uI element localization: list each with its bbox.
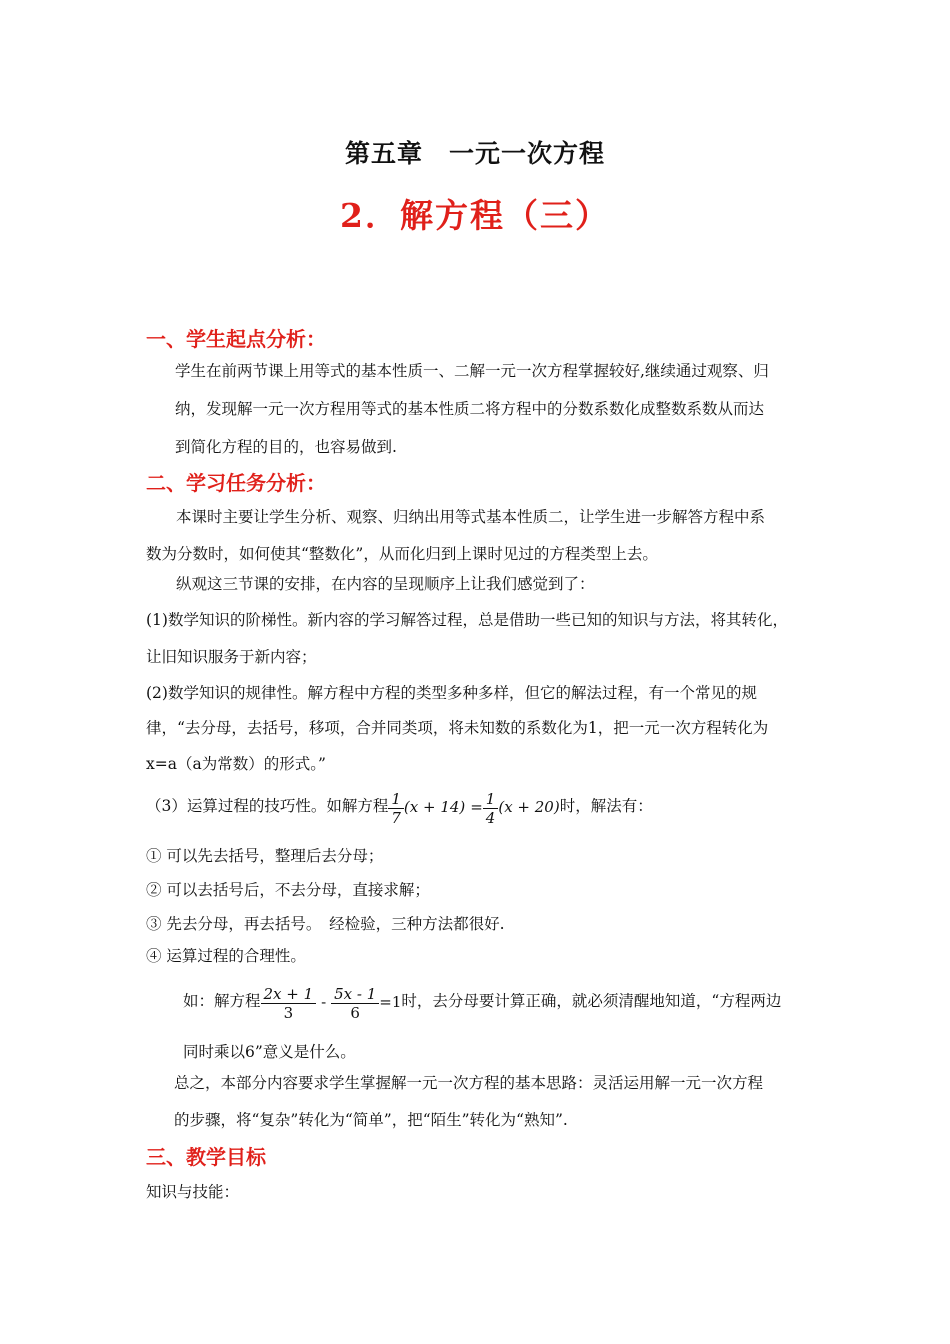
- sec2-line-1: 本课时主要让学生分析、观察、归纳出用等式基本性质二，让学生进一步解答方程中系: [176, 508, 766, 526]
- section-1-heading: 一、学生起点分析：: [146, 327, 326, 351]
- sec2-line-3: 纵观这三节课的安排，在内容的呈现顺序上让我们感觉到了：: [176, 575, 595, 593]
- eq1-lhs-fraction: [388, 790, 404, 827]
- equation-1: [388, 787, 559, 827]
- item-3-line: [146, 786, 653, 827]
- equation-2: [261, 980, 402, 1024]
- method-3: ③ 先去分母，再去括号。 经检验，三种方法都很好.: [146, 915, 505, 933]
- method-1: ① 可以先去括号，整理后去分母；: [146, 847, 384, 865]
- section-2-heading: 二、学习任务分析：: [146, 471, 326, 495]
- sec2-line-7: 律，“去分母，去括号，移项，合并同类项，将未知数的系数化为1，把一元一次方程转化为: [146, 719, 769, 737]
- eq1-lhs-paren: (x + 14): [403, 798, 466, 816]
- item-3-tail: 时，解法有：: [559, 797, 653, 815]
- item-3-text: （3）运算过程的技巧性。如解方程: [146, 797, 389, 815]
- example-line-2: 同时乘以6”意义是什么。: [183, 1043, 356, 1061]
- eq1-equals: =: [470, 798, 483, 816]
- eq1-lhs-num: 1: [388, 790, 404, 809]
- sec2-line-2: 数为分数时，如何使其“整数化”，从而化归到上课时见过的方程类型上去。: [146, 545, 658, 563]
- sec2-line-6: (2)数学知识的规律性。解方程中方程的类型多种多样，但它的解法过程，有一个常见的规: [146, 684, 757, 702]
- lesson-title: 2．解方程（三）: [340, 196, 610, 235]
- sec1-line-2: 纳，发现解一元一次方程用等式的基本性质二将方程中的分数系数化成整数系数从而达: [175, 400, 765, 418]
- eq2-fraction-2: [331, 985, 379, 1022]
- example-line: [183, 979, 781, 1024]
- chapter-title: 第五章 一元一次方程: [344, 139, 605, 168]
- sec1-line-3: 到简化方程的目的，也容易做到.: [175, 438, 397, 456]
- eq2-num-2: 5x - 1: [331, 985, 379, 1004]
- eq1-lhs-den: 7: [391, 808, 401, 827]
- sec2-line-4: (1)数学知识的阶梯性。新内容的学习解答过程，总是借助一些已知的知识与方法，将其转化，: [146, 611, 788, 629]
- method-4: ④ 运算过程的合理性。: [146, 947, 306, 965]
- sec1-line-1: 学生在前两节课上用等式的基本性质一、二解一元一次方程掌握较好,继续通过观察、归: [175, 362, 769, 380]
- example-text: 如：解方程: [183, 992, 261, 1010]
- eq2-rhs: =1: [379, 993, 402, 1011]
- example-tail: 时，去分母要计算正确，就必须清醒地知道，“方程两边: [401, 992, 782, 1010]
- sec2-line-8: x=a（a为常数）的形式。”: [146, 755, 326, 773]
- eq2-den-2: 6: [350, 1003, 360, 1022]
- eq1-rhs-fraction: [483, 790, 499, 827]
- eq2-num-1: 2x + 1: [261, 985, 317, 1004]
- sec2-line-5: 让旧知识服务于新内容；: [146, 648, 317, 666]
- method-2: ② 可以去括号后，不去分母，直接求解；: [146, 881, 430, 899]
- eq2-den-1: 3: [283, 1003, 294, 1022]
- summary-line-1: 总之，本部分内容要求学生掌握解一元一次方程的基本思路：灵活运用解一元一次方程: [174, 1074, 764, 1092]
- sec3-subheading: 知识与技能：: [146, 1183, 240, 1201]
- eq2-fraction-1: [261, 985, 317, 1022]
- eq2-minus: -: [321, 993, 327, 1011]
- eq1-rhs-num: 1: [483, 790, 499, 809]
- eq1-rhs-paren: (x + 20): [498, 798, 560, 816]
- section-3-heading: 三、教学目标: [146, 1145, 266, 1169]
- summary-line-2: 的步骤，将“复杂”转化为“简单”，把“陌生”转化为“熟知”.: [174, 1111, 568, 1129]
- eq1-rhs-den: 4: [485, 808, 496, 827]
